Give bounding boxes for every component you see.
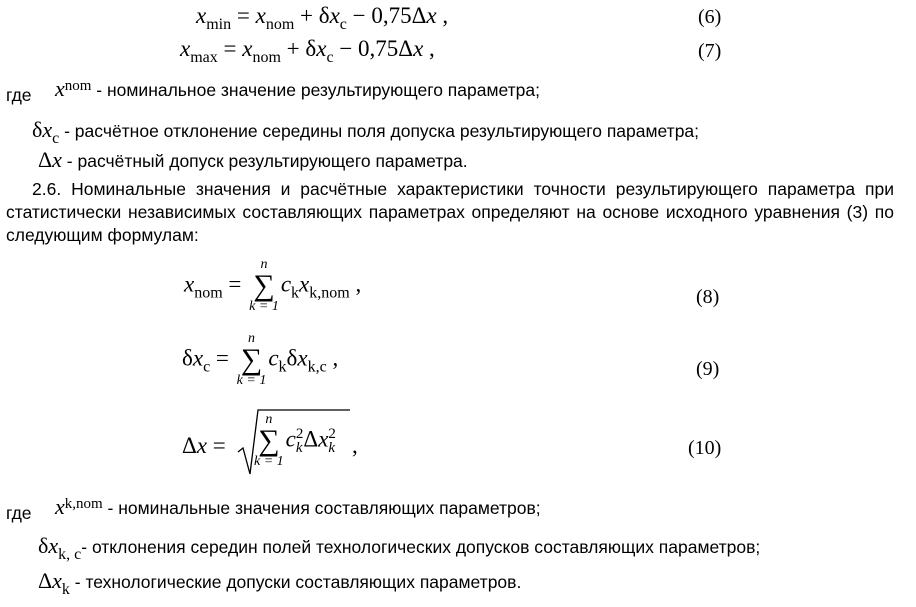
eq7-lhs-sub: max	[190, 49, 218, 66]
eq8-lhs-sub: nom	[194, 284, 223, 302]
defs1-2-text: - расчётное отклонение середины поля допуска результирующего параметра;	[59, 121, 700, 141]
eq8-sum-sign: ∑	[253, 269, 275, 302]
eq9-lhs-prefix: δ	[182, 345, 193, 371]
defs1-3-text: - расчётный допуск результирующего параметра.	[61, 151, 468, 171]
equation-10-lhs	[182, 433, 226, 459]
eq10-lhs: x	[196, 433, 208, 458]
eq10-sum-bottom: k = 1	[254, 454, 284, 469]
defs1-where: где	[6, 85, 32, 105]
defs2-3-symbol: x	[52, 568, 62, 593]
defs2-2-sub: k, c	[58, 546, 82, 563]
eq6-comma: ,	[436, 3, 449, 28]
defs2-1-sub: k,nom	[64, 496, 103, 512]
equation-8	[184, 258, 361, 314]
eq8-c: c	[280, 271, 292, 297]
eq8-lhs: x	[184, 271, 195, 297]
eq10-c-sub: k	[295, 440, 303, 456]
eq10-comma: ,	[352, 433, 358, 458]
equation-10-body	[252, 413, 336, 469]
eq8-equals: =	[222, 271, 248, 297]
eq7-comma: ,	[423, 36, 435, 61]
equation-9-number: (9)	[696, 358, 720, 380]
eq9-delta: δ	[286, 345, 298, 371]
defs2-3-sub: k	[61, 581, 70, 598]
defs2-item-3	[38, 568, 521, 599]
equation-6: $x_{min} = x_{nom} + \delta x_c - 0,75\Delta x$ ,	[196, 3, 449, 33]
eq7-dx-sub: c	[326, 49, 334, 66]
equation-6-number: (6)	[698, 6, 722, 28]
defs2-item-2	[38, 533, 760, 564]
eq6-lhs: x	[196, 3, 207, 28]
eq10-x-sub: k	[328, 440, 336, 456]
eq9-x-sub: k,c	[307, 358, 327, 376]
eq7-rhs-var: x	[242, 36, 253, 61]
defs1-1-sub: nom	[64, 78, 92, 94]
defs2-2-prefix: δ	[38, 533, 49, 558]
eq9-sum-top: n	[247, 331, 255, 346]
eq6-dx: x	[329, 3, 340, 28]
defs2-1-text: - номинальные значения составляющих параметров;	[102, 498, 541, 518]
defs2-3-prefix: Δ	[38, 568, 53, 593]
eq6-lhs-sub: min	[206, 16, 232, 33]
defs1-2-symbol: x	[42, 117, 53, 142]
defs1-3-prefix: Δ	[38, 147, 53, 172]
eq7-rhs-sub: nom	[252, 49, 281, 66]
eq10-sum-sign: ∑	[258, 424, 280, 457]
eq7-tail-var: x	[413, 36, 424, 61]
eq9-c: c	[268, 345, 279, 371]
eq6-rhs-var: x	[255, 3, 266, 28]
defs2-2-text: - отклонения середин полей технологических допусков составляющих параметров;	[81, 537, 761, 557]
eq8-sum	[249, 258, 279, 314]
eq9-equals: =	[210, 345, 235, 371]
equation-7: $x_{max} = x_{nom} + \delta x_c - 0,75\Delta x$ ,	[180, 36, 435, 66]
eq6-dx-sub: c	[339, 16, 347, 33]
equation-7-number: (7)	[698, 40, 722, 62]
defs1-3-symbol: x	[52, 147, 62, 172]
eq9-x: x	[297, 345, 308, 371]
paragraph-2-6: 2.6. Номинальные значения и расчётные характеристики точности результирующего параметра при статистически независимых составляющих параметрах определяют на основе исходного уравнения (3) по следующим формулам:	[6, 179, 894, 245]
equation-8-number: (8)	[696, 286, 720, 308]
eq8-x: x	[299, 271, 310, 297]
eq10-equals: =	[207, 433, 226, 458]
defs1-item-2	[32, 117, 699, 148]
defs1-1-symbol: x	[55, 76, 65, 101]
eq9-sum-sign: ∑	[240, 343, 263, 376]
eq7-plus: + δ	[280, 36, 317, 61]
defs1-item-3	[38, 147, 468, 173]
eq6-tail-var: x	[426, 3, 437, 28]
eq9-sum-bottom: k = 1	[236, 373, 267, 388]
eq8-c-sub: k	[291, 284, 300, 302]
eq6-rhs-sub: nom	[265, 16, 295, 33]
defs1-2-sub: c	[52, 130, 60, 147]
eq9-sum	[237, 332, 267, 388]
eq7-tail: − 0,75Δ	[333, 36, 414, 61]
eq8-x-sub: k,nom	[309, 284, 350, 302]
defs1-1-text: - номинальное значение результирующего параметра;	[91, 80, 540, 100]
defs1-2-prefix: δ	[32, 117, 43, 142]
defs2-3-text: - технологические допуски составляющих параметров.	[69, 572, 522, 592]
eq10-sum	[254, 413, 284, 469]
defs2-item-1	[55, 494, 541, 520]
defs2-2-symbol: x	[48, 533, 59, 558]
eq10-delta: Δ	[303, 426, 319, 452]
eq8-sum-top: n	[260, 257, 268, 272]
eq10-x: x	[318, 426, 329, 452]
eq10-c-sup: 2	[295, 426, 304, 442]
eq9-lhs: x	[192, 345, 204, 371]
equation-9	[182, 332, 338, 388]
eq8-comma: ,	[349, 271, 362, 297]
defs1-item-1	[55, 76, 540, 102]
eq10-c: c	[285, 426, 296, 452]
defs2-1-symbol: x	[55, 494, 65, 519]
eq7-lhs: x	[180, 36, 191, 61]
eq6-tail: − 0,75Δ	[346, 3, 427, 28]
eq10-x-sup: 2	[328, 426, 336, 442]
defs2-where: где	[6, 503, 32, 523]
eq7-dx: x	[316, 36, 327, 61]
eq10-sum-top: n	[265, 412, 273, 427]
eq9-c-sub: k	[278, 358, 287, 376]
eq9-lhs-sub: c	[203, 358, 211, 376]
eq8-sum-bottom: k = 1	[249, 299, 279, 314]
eq10-lhs-prefix: Δ	[182, 433, 197, 458]
eq6-plus: + δ	[294, 3, 330, 28]
eq9-comma: ,	[326, 345, 339, 371]
equation-10-number: (10)	[688, 437, 722, 459]
